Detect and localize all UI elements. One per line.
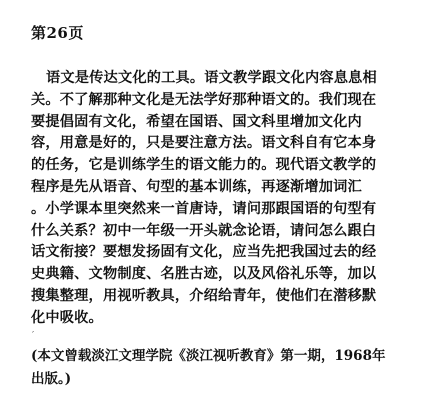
article-line-9: 话文衔接？要想发扬固有文化，应当先把我国过去的经 [31, 244, 377, 261]
article-line-1: 语文是传达文化的工具。语文教学跟文化内容息息相 [46, 70, 377, 86]
page-number: 第26页 [31, 24, 84, 42]
stray-mark: ′ [32, 331, 35, 341]
article-line-4: 容，用意是好的，只是要注意方法。语文科自有它本身 [31, 135, 377, 152]
source-note-line-2: 出版。) [31, 371, 72, 387]
article-line-5: 的任务，它是训练学生的语文能力的。现代语文教学的 [31, 157, 377, 174]
source-note [31, 345, 411, 391]
source-note-line-1: (本文曾载淡江文理学院《淡江视听教育》第一期，1968年 [31, 348, 386, 364]
article-body [31, 68, 406, 330]
article-line-12: 化中吸收。 [31, 309, 103, 326]
article-line-6: 程序是先从语音、句型的基本训练，再逐渐增加词汇 [31, 178, 362, 195]
article-line-10: 史典籍、文物制度、名胜古迹，以及风俗礼乐等，加以 [31, 266, 377, 283]
article-line-11: 搜集整理，用视听教具，介绍给青年，使他们在潜移默 [31, 287, 377, 304]
article-line-3: 要提倡固有文化，希望在国语、国文科里增加文化内 [31, 113, 362, 130]
article-line-7: 。小学课本里突然来一首唐诗，请问那跟国语的句型有 [31, 200, 377, 217]
article-line-8: 什么关系？初中一年级一开头就念论语，请问怎么跟白 [31, 222, 377, 239]
article-line-2: 关。不了解那种文化是无法学好那种语文的。我们现在 [31, 91, 377, 108]
